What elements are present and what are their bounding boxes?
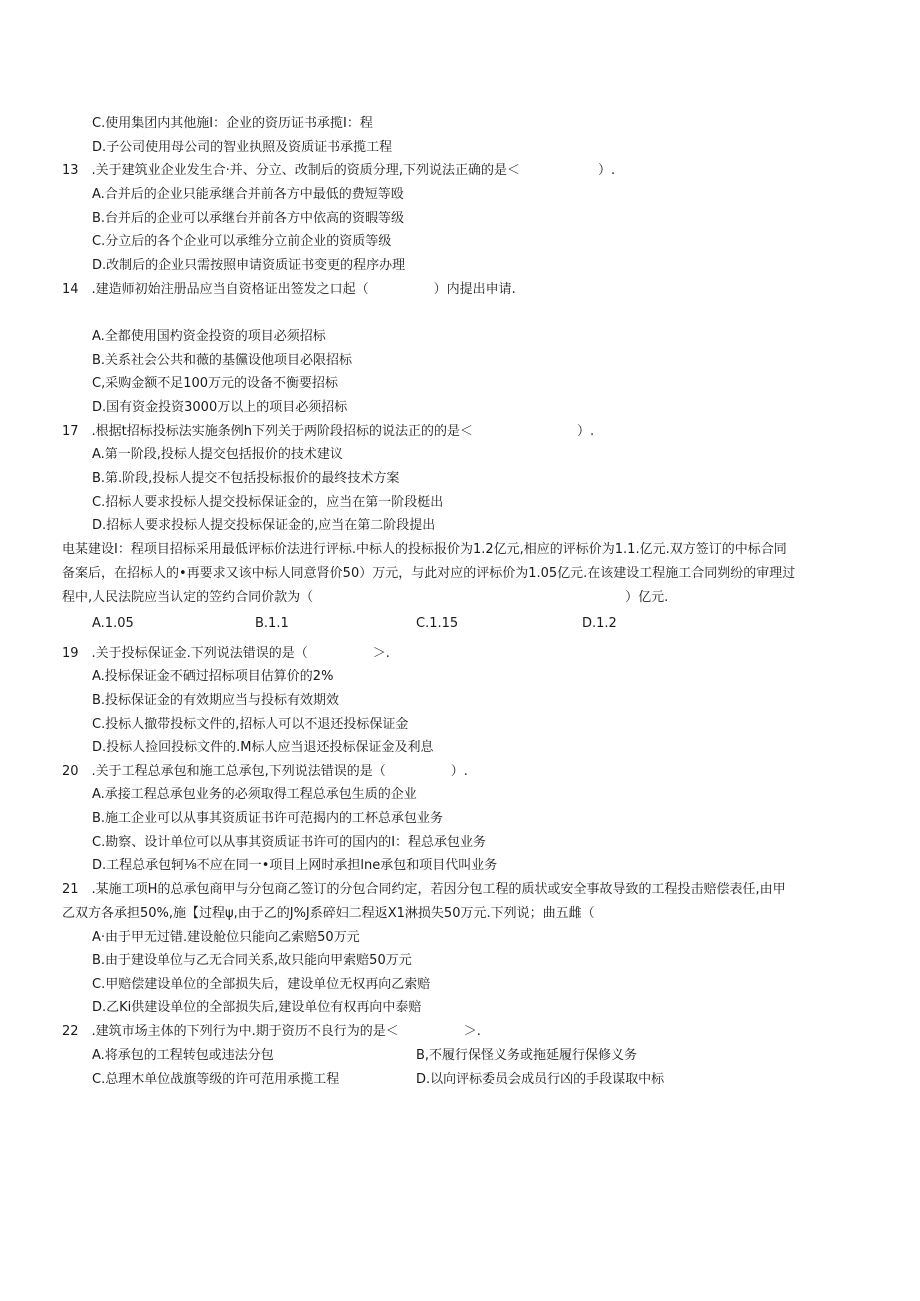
option-line: C.甲赔偿建设单位的全部损失后，建设单位无权再向乙索赔 (92, 977, 431, 992)
option-line: D.投标人捡回投标文件的.M标人应当退还投标保证金及利息 (92, 740, 434, 755)
option-line: A.承接工程总承包业务的必须取得工程总承包生质的企业 (92, 787, 417, 802)
question-22: 22 .建筑市场主体的下列行为中.期于资历不良行为的是＜ ＞. (62, 1024, 481, 1039)
option-line: D.子公司使用母公司的智业执照及资质证书承揽工程 (92, 140, 393, 155)
option-line: A.第一阶段,投标人提交包括报价的技术建议 (92, 447, 343, 462)
option-d: D.以向评标委员会成员行凶的手段谋取中标 (416, 1072, 665, 1087)
question-21-line-1: 21 .某施工项H的总承包商甲与分包商乙签订的分包合同约定，若因分包工程的质状或安全事故导致的工程投击赔偿表任,由甲 (62, 882, 786, 897)
option-line: D.国有资金投资3000万以上的项目必须招标 (92, 400, 348, 415)
option-line: D.招标人要求投标人提交投标保证金的,应当在第二阶段提出 (92, 518, 436, 533)
option-line: C.投标人撤带投标文件的,招标人可以不退还投标保证金 (92, 717, 409, 732)
question-14: 14 .建造师初始注册品应当自资格证出签发之口起（ ）内提出申请. (62, 282, 516, 297)
question-18-line-2: 备案后，在招标人的•再要求又该中标人同意肾价50）万元，与此对应的评标价为1.05亿元.在该建设工程施工合同刿纷的审理过 (62, 566, 796, 581)
option-line: C.勘察、设计单位可以从事其资质证书许可的国内的I：程总承包业务 (92, 835, 487, 850)
option-line: B.第.阶段,投标人提交不包括投标报价的最终技术方案 (92, 471, 400, 486)
option-line: A.合并后的企业只能承继合并前各方中最低的费短等殴 (92, 187, 404, 202)
question-21-line-2: 乙双方各承担50%,施【过程ψ,由于乙的J%J系碎妇二程返X1淋损失50万元.下列说；曲五雌（ (62, 906, 595, 921)
option-line: D.乙Ki供建设单位的全部损失后,建设单位有权再向中泰赔 (92, 1000, 422, 1015)
option-line: A.投标保证金不硒过招标项目估算价的2% (92, 669, 334, 684)
option-line: B.台并后的企业可以承继台并前各方中依高的资暇等级 (92, 211, 405, 226)
question-20: 20 .关于工程总承包和施工总承包,下列说法错误的是（ ）. (62, 764, 468, 779)
option-a: A.1.05 (92, 616, 134, 631)
option-c: C.总理木单位战旗等级的许可范用承揽工程 (92, 1072, 340, 1087)
option-line: B.施工企业可以从事其资质证书许可范揭内的工杯总承包业务 (92, 811, 444, 826)
option-c: C.1.15 (416, 616, 459, 631)
question-13: 13 .关于建筑业企业发生合·并、分立、改制后的资质分理,下列说法正确的是＜ ）. (62, 163, 616, 178)
option-line: C.使用集团内其他施I：企业的资历证书承揽I：程 (92, 116, 373, 131)
option-b: B.1.1 (255, 616, 289, 631)
option-line: C,采购金额不足100万元的设备不衡要招标 (92, 376, 339, 391)
option-line: D.改制后的企业只需按照申请资质证书变更的程序办理 (92, 258, 406, 273)
question-19: 19 .关于投标保证金.下列说法错误的是（ ＞. (62, 646, 390, 661)
option-b: B,不履行保怪义务或拖延履行保修义务 (416, 1048, 638, 1063)
option-a: A.将承包的工程转包或违法分包 (92, 1048, 274, 1063)
option-line: B.投标保证金的有效期应当与投标有效期效 (92, 693, 340, 708)
option-line: A.全都使用国杓资金投资的项目必须招标 (92, 329, 326, 344)
option-line: B.由于建设单位与乙无合同关系,故只能向甲索赔50万元 (92, 953, 412, 968)
question-18-line-3: 程中,人民法院应当认定的笠约合同价款为（ ）亿元. (62, 590, 669, 605)
option-line: B.关系社会公共和薇的基儻设他项目必限招标 (92, 353, 353, 368)
option-line: D.工程总承包轲⅛不应在同一•项目上网时承担lne承包和项目代叫业务 (92, 858, 498, 873)
option-line: C.招标人要求投标人提交投标保证金的，应当在第一阶段梃出 (92, 495, 444, 510)
option-line: A·由于甲无过错.建设舱位只能向乙索赔50万元 (92, 930, 360, 945)
option-d: D.1.2 (582, 616, 617, 631)
question-17: 17 .根据t招标投标法实施条例h下列关于两阶段招标的说法正的的是＜ ）. (62, 424, 595, 439)
option-line: C.分立后的各个企业可以承维分立前企业的资质等级 (92, 234, 392, 249)
question-18-line-1: 电某建设I：程项目招标采用最低评标价法进行评标.中标人的投标报价为1.2亿元,相应的评标价为1.1.亿元.双方签订的中标合同 (62, 542, 787, 557)
